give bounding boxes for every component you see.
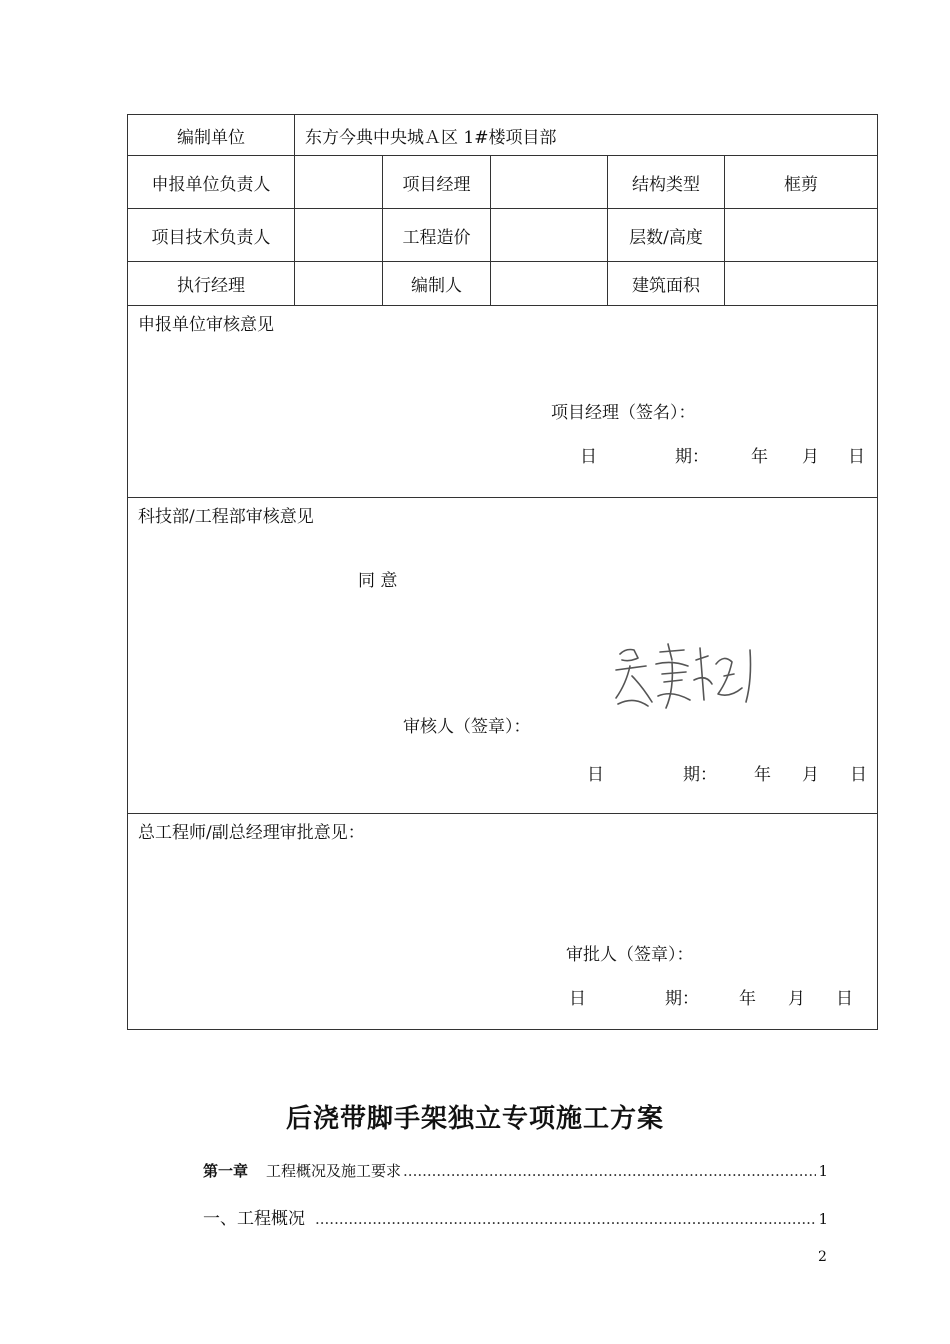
page-number: 2 — [818, 1249, 827, 1265]
label-exec-manager: 执行经理 — [128, 262, 295, 306]
toc-leader-dots — [315, 1210, 816, 1228]
date-day: 日 — [836, 989, 853, 1009]
date-year: 年 — [754, 765, 771, 785]
section-applicant-review — [128, 306, 878, 498]
section-heading: 总工程师/副总经理审批意见： — [138, 823, 365, 843]
value-structure-type: 框剪 — [725, 156, 878, 209]
section-chief-approval — [128, 814, 878, 1030]
signer-label: 审批人（签章）： — [566, 945, 694, 965]
value-floors-height — [725, 209, 878, 262]
section-heading: 申报单位审核意见 — [138, 315, 274, 335]
toc-chapter-label: 第一章 — [203, 1162, 249, 1180]
opinion-text: 同 意 — [358, 571, 398, 591]
toc-entry-2[interactable] — [203, 1204, 828, 1229]
value-project-manager — [491, 156, 608, 209]
value-tech-head — [295, 209, 383, 262]
value-compiler — [491, 262, 608, 306]
label-floor-area: 建筑面积 — [608, 262, 725, 306]
approval-form-table — [127, 114, 878, 1030]
date-year: 年 — [739, 989, 756, 1009]
toc-entry-1[interactable] — [203, 1160, 828, 1181]
label-applicant-head: 申报单位负责人 — [128, 156, 295, 209]
date-qi: 期： — [683, 765, 717, 785]
value-compile-unit: 东方今典中央城Ａ区 1#楼项目部 — [295, 115, 878, 156]
section-heading: 科技部/工程部审核意见 — [138, 507, 314, 527]
date-qi: 期： — [665, 989, 699, 1009]
date-month: 月 — [802, 447, 819, 467]
label-compiler: 编制人 — [383, 262, 491, 306]
label-compile-unit: 编制单位 — [128, 115, 295, 156]
date-day: 日 — [848, 447, 865, 467]
toc-leader-dots — [403, 1162, 816, 1180]
date-ri: 日 — [569, 989, 586, 1009]
section-tech-review — [128, 498, 878, 814]
form-row-3 — [128, 209, 878, 262]
toc-entry-text: 一、工程概况 — [203, 1209, 305, 1229]
handwritten-signature — [612, 640, 762, 715]
value-applicant-head — [295, 156, 383, 209]
toc-page-number: 1 — [818, 1210, 828, 1228]
value-project-cost — [491, 209, 608, 262]
label-project-manager: 项目经理 — [383, 156, 491, 209]
document-title: 后浇带脚手架独立专项施工方案 — [285, 1104, 664, 1134]
date-month: 月 — [802, 765, 819, 785]
value-exec-manager — [295, 262, 383, 306]
date-ri: 日 — [580, 447, 597, 467]
date-year: 年 — [751, 447, 768, 467]
label-floors-height: 层数/高度 — [608, 209, 725, 262]
label-tech-head: 项目技术负责人 — [128, 209, 295, 262]
signer-label: 项目经理（签名）： — [551, 403, 696, 423]
date-ri: 日 — [587, 765, 604, 785]
form-row-unit — [128, 115, 878, 156]
date-day: 日 — [850, 765, 867, 785]
signer-label: 审核人（签章）： — [403, 717, 531, 737]
toc-page-number: 1 — [818, 1162, 828, 1180]
form-row-2 — [128, 156, 878, 209]
value-floor-area — [725, 262, 878, 306]
form-row-4 — [128, 262, 878, 306]
date-month: 月 — [788, 989, 805, 1009]
label-structure-type: 结构类型 — [608, 156, 725, 209]
toc-entry-text: 工程概况及施工要求 — [266, 1162, 402, 1180]
date-qi: 期： — [675, 447, 709, 467]
label-project-cost: 工程造价 — [383, 209, 491, 262]
